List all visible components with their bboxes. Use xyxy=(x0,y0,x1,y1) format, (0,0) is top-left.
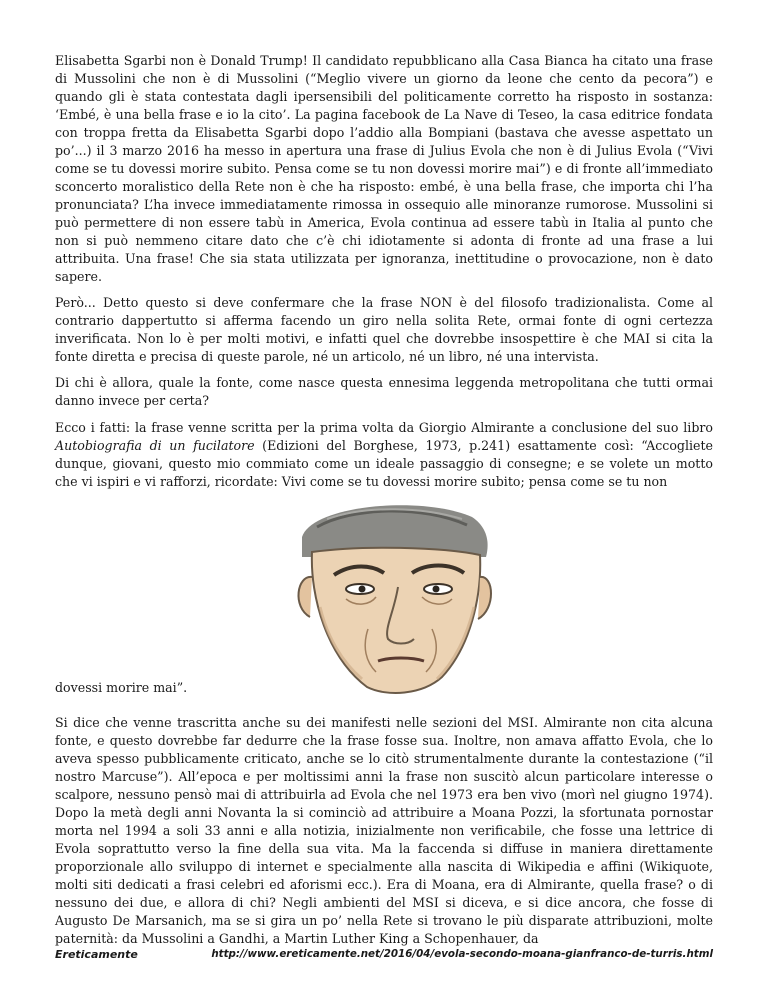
footer-url: http://www.ereticamente.net/2016/04/evola-secondo-moana-gianfranco-de-turris.html xyxy=(211,948,713,960)
book-title: Autobiografia di un fucilatore xyxy=(55,438,255,453)
paragraph-intro: Elisabetta Sgarbi non è Donald Trump! Il candidato repubblicano alla Casa Bianca ha citato una frase di Mussolini che non è di Mussolini (“Meglio vivere un giorno da leone che cento da pecora”) e quando gli è stata contestata dagli ipersensibili del politicamente corretto ha risposto in sostanza: ‘Embé, è una bella frase e io la cito’. La pagina facebook de La Nave di Teseo, la casa editrice fondata con troppa fretta da Elisabetta Sgarbi dopo l’addio alla Bompiani (bastava che avesse aspettato un po’...) il 3 marzo 2016 ha messo in apertura una frase di Julius Evola che non è di Julius Evola (“Vivi come se tu dovessi morire subito. Pensa come se tu non dovessi morire mai”) e di fronte all’immediato sconcerto moralistico della Rete non è che ha risposto: embé, è una bella frase, che importa chi l’ha pronunciata? L’ha invece immediatamente rimossa in ossequio alle minoranze rumorose. Mussolini si può permettere di non essere tabù in America, Evola continua ad essere tabù in Italia al punto che non si può nemmeno citare dato che c’è chi idiotamente si adonta di fronte ad una frase a lui attribuita. Una frase! Che sia stata utilizzata per ignoranza, inettitudine o provocazione, non è dato sapere. xyxy=(55,53,713,284)
footer-site-name: Ereticamente xyxy=(55,948,138,961)
paragraph-question: Di chi è allora, quale la fonte, come nasce questa ennesima leggenda metropolitana che tutti ormai danno invece per certa? xyxy=(55,375,713,408)
paragraph-history: Si dice che venne trascritta anche su dei manifesti nelle sezioni del MSI. Almirante non cita alcuna fonte, e questo dovrebbe far dedurre che la frase fosse sua. Inoltre, non amava affatto Evola, che lo aveva spesso pubblicamente criticato, anche se lo citò strumentalmente durante la contestazione (“il nostro Marcuse”). All’epoca e per moltissimi anni la frase non suscitò alcun particolare interesse o scalpore, nessuno pensò mai di attribuirla ad Evola che nel 1973 era ben vivo (morì nel giugno 1974). Dopo la metà degli anni Novanta la si cominciò ad attribuire a Moana Pozzi, la sfortunata pornostar morta nel 1994 a soli 33 anni e alla notizia, inizialmente non verificabile, che fosse una lettrice di Evola soprattutto verso la fine della sua vita. Ma la faccenda si diffuse in maniera direttamente proporzionale allo sviluppo di internet e specialmente alla nascita di Wikipedia e affini (Wikiquote, molti siti dedicati a frasi celebri ed aforismi ecc.). Era di Moana, era di Almirante, quella frase? o di nessuno dei due, e allora di chi? Negli ambienti del MSI si diceva, e si dice ancora, che fosse di Augusto De Marsanich, ma se si gira un po’ nella Rete si trovano le più disparate attribuzioni, molte paternità: da Mussolini a Gandhi, a Martin Luther King a Schopenhauer, da xyxy=(55,715,713,946)
paragraph-confirmation: Però... Detto questo si deve confermare che la frase NON è del filosofo tradizionalista. Come al contrario dappertutto si afferma facendo un giro nella solita Rete, ormai fonte di ogni certezza inverificata. Non lo è per molti motivi, e infatti quel che dovrebbe insospettire è che MAI si cita la fonte diretta e precisa di queste parole, né un articolo, né un libro, né una intervista. xyxy=(55,295,713,364)
paragraph-facts-ending: dovessi morire mai”. xyxy=(55,680,188,695)
almirante-portrait-illustration xyxy=(272,497,496,697)
paragraph-facts xyxy=(55,419,713,491)
facts-text-start: Ecco i fatti: la frase venne scritta per la prima volta da Giorgio Almirante a conclusione del suo libro xyxy=(55,420,713,435)
facts-text-end: (Edizioni del Borghese, 1973, p.241) esattamente così: “Accogliete dunque, giovani, questo mio commiato come un ideale passaggio di consegne; e se volete un motto che vi ispiri e vi rafforzi, ricordate: Vivi come se tu dovessi morire subito; pensa come se tu non xyxy=(55,438,713,489)
